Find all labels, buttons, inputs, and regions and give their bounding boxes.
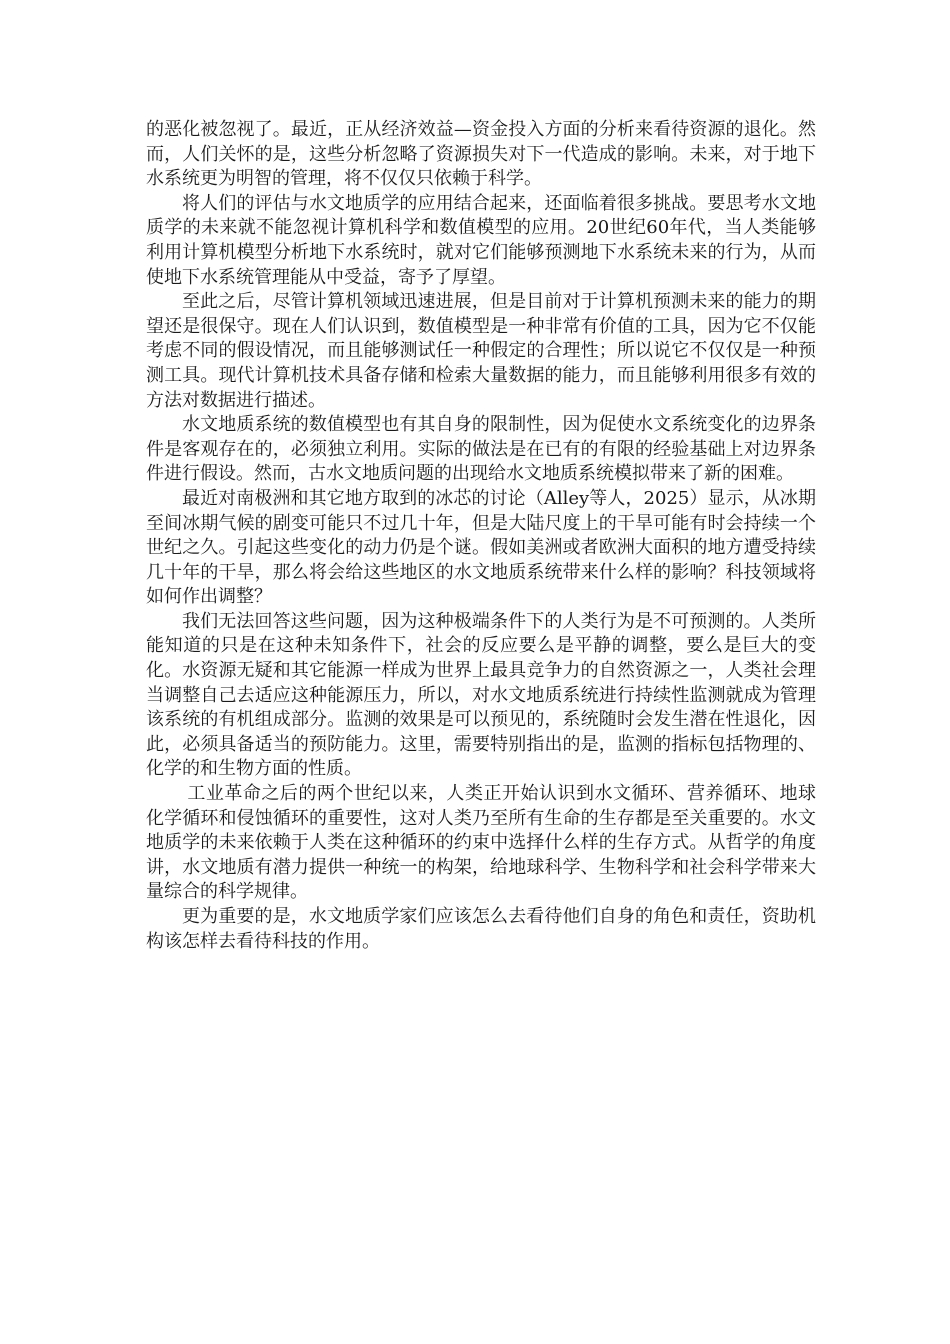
paragraph-5: 最近对南极洲和其它地方取到的冰芯的讨论（Alley等人，2025）显示，从冰期至间冰期气候的剧变可能只不过几十年，但是大陆尺度上的干旱可能有时会持续一个世纪之久。引起这些变化的动力仍是个谜。假如美洲或者欧洲大面积的地方遭受持续几十年的干旱，那么将会给这些地区的水文地质系统带来什么样的影响？科技领域将如何作出调整？	[146, 487, 816, 608]
paragraph-1: 的恶化被忽视了。最近，正从经济效益—资金投入方面的分析来看待资源的退化。然而，人们关怀的是，这些分析忽略了资源损失对下一代造成的影响。未来，对于地下水系统更为明智的管理，将不仅仅只依赖于科学。	[146, 119, 816, 190]
body-text	[146, 118, 816, 954]
paragraph-2: 将人们的评估与水文地质学的应用结合起来，还面临着很多挑战。要思考水文地质学的未来就不能忽视计算机科学和数值模型的应用。20世纪60年代，当人类能够利用计算机模型分析地下水系统时，就对它们能够预测地下水系统未来的行为，从而使地下水系统管理能从中受益，寄予了厚望。	[146, 192, 816, 288]
paragraph-7: 工业革命之后的两个世纪以来，人类正开始认识到水文循环、营养循环、地球化学循环和侵蚀循环的重要性，这对人类乃至所有生命的生存都是至关重要的。水文地质学的未来依赖于人类在这种循环的约束中选择什么样的生存方式。从哲学的角度讲，水文地质有潜力提供一种统一的构架，给地球科学、生物科学和社会科学带来大量综合的科学规律。	[146, 783, 816, 903]
paragraph-8: 更为重要的是，水文地质学家们应该怎么去看待他们自身的角色和责任，资助机构该怎样去看待科技的作用。	[146, 906, 816, 952]
paragraph-6: 我们无法回答这些问题，因为这种极端条件下的人类行为是不可预测的。人类所能知道的只是在这种未知条件下，社会的反应要么是平静的调整，要么是巨大的变化。水资源无疑和其它能源一样成为世界上最具竞争力的自然资源之一，人类社会理当调整自己去适应这种能源压力，所以，对水文地质系统进行持续性监测就成为管理该系统的有机组成部分。监测的效果是可以预见的，系统随时会发生潜在性退化，因此，必须具备适当的预防能力。这里，需要特别指出的是，监测的指标包括物理的、化学的和生物方面的性质。	[146, 610, 816, 780]
paragraph-3: 至此之后，尽管计算机领域迅速进展，但是目前对于计算机预测未来的能力的期望还是很保守。现在人们认识到，数值模型是一种非常有价值的工具，因为它不仅能考虑不同的假设情况，而且能够测试任一种假定的合理性；所以说它不仅仅是一种预测工具。现代计算机技术具备存储和检索大量数据的能力，而且能够利用很多有效的方法对数据进行描述。	[146, 291, 816, 411]
paragraph-4: 水文地质系统的数值模型也有其自身的限制性，因为促使水文系统变化的边界条件是客观存在的，必须独立利用。实际的做法是在已有的有限的经验基础上对边界条件进行假设。然而，古水文地质问题的出现给水文地质系统模拟带来了新的困难。	[146, 414, 816, 485]
